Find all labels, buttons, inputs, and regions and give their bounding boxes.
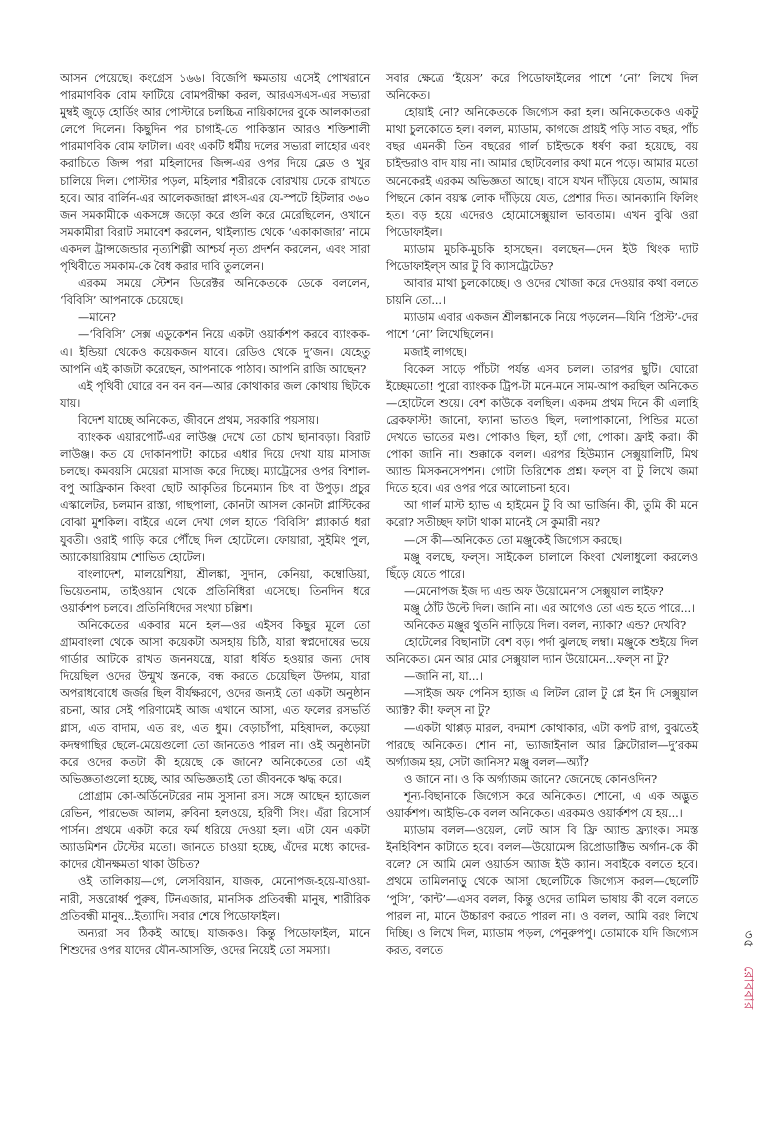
- paragraph: মঞ্জু ঠোঁট উল্টে দিল। জানি না। এর আগেও তো এন্ড হতে পারে...।: [404, 601, 695, 615]
- paragraph: আসন পেয়েছে। কংগ্রেস ১৬৬। বিজেপি ক্ষমতায় এসেই পোখরানে পারমাণবিক বোম ফাটিয়ে বোমপরীক্ষা করল, আরএসএস-এর সভ্যরা মুম্বই জুড়ে হোর্ডিং আর পোস্টারে চলচ্চিত্র নায়িকাদের বুকে আলকাতরা লেপে দিলেন। কিছুদিন পর চাগাই-তে পাকিস্তান আরও শক্তিশালী পারমাণবিক বোম ফাটাল। এবং একটি ধর্মীয় দলের সভ্যরা লাহোর এবং করাচিতে জিন্স পরা মহিলাদের জিন্স-এর ওপর দিয়ে ব্লেড ও খুর চালিয়ে দিল। পোস্টার পড়ল, মহিলার শরীরকে বোরখায় ঢেকে রাখতে হবে। আর বার্লিন-এর আলেকজান্দ্রা প্লাৎস-এর যে-স্পটে হিটলার ৩৬০ জন সমকামীকে একসঙ্গে জড়ো করে গুলি করে মেরেছিলেন, ওখানে সমকামীরা বিরাট সমাবেশ করলেন, থাইল্যান্ড থেকে ‘একাকাজার’ নামে একদল ট্রান্সজেন্ডার নৃত্যশিল্পী আশ্চর্য নৃত্য প্রদর্শন করলেন, এবং সারা পৃথিবীতে সমকাম-কে বৈধ করার দাবি তুললেন।: [60, 72, 370, 274]
- paragraph: প্রোগ্রাম কো-অর্ডিনেটরের নাম সুসানা রস। সঙ্গে আছেন হ্যাজেল রেভিন, পারভেজ আলম, রুবিনা হলওয়ে, হরিণী সিং। এঁরা রিসোর্স পার্সন। প্রথমে একটা করে ফর্ম ধরিয়ে দেওয়া হল। এটা যেন একটা অ্যাডমিশন টেস্টের মতো। জানতে চাওয়া হচ্ছে, এঁদের মধ্যে কাদের-কাদের যৌনক্ষমতা থাকা উচিত?: [60, 789, 370, 872]
- paragraph: ও জানে না। ও কি অর্গ্যাজম জানে? জেনেছে কোনওদিন?: [404, 772, 658, 786]
- paragraph: ম্যাডাম এবার একজন শ্রীলঙ্কানকে নিয়ে পড়লেন—যিনি ‘প্রিস্ট’-দের পাশে ‘নো’ লিখেছিলেন।: [386, 311, 698, 342]
- paragraph: এরকম সময়ে স্টেশন ডিরেক্টর অনিকেতকে ডেকে বললেন, ‘বিবিসি’ আপনাকে চেয়েছে।: [60, 277, 370, 308]
- paragraph: মজাই লাগছে।: [404, 345, 467, 359]
- paragraph: —জানি না, যা...।: [404, 670, 483, 684]
- paragraph: মঞ্জু বলছে, ফল্স। সাইকেল চালালে কিংবা খেলাধুলো করলেও ছিঁড়ে যেতে পারে।: [386, 550, 698, 581]
- paragraph: বাংলাদেশ, মালয়েশিয়া, শ্রীলঙ্কা, সুদান, কেনিয়া, কম্বোডিয়া, ভিয়েতনাম, তাইওয়ান থেকে প্রতিনিধিরা এসেছে। তিনদিন ধরে ওয়ার্কশপ চলবে। প্রতিনিধিদের সংখ্যা চল্লিশ।: [60, 567, 370, 615]
- paragraph: হোয়াই নো? অনিকেতকে জিগ্যেস করা হল। অনিকেতকেও একটু মাথা চুলকোতে হল। বলল, ম্যাডাম, কাগজে প্রায়ই পড়ি সাত বছর, পাঁচ বছর এমনকী তিন বছরের গার্ল চাইল্ডকে ধর্ষণ করা হয়েছে, বয় চাইল্ডরাও বাদ যায় না। আমার ছোটবেলার কথা মনে পড়ে। আমার মতো অনেকেরই এরকম অভিজ্ঞতা আছে। বাসে যখন দাঁড়িয়ে যেতাম, আমার পিছনে কোন বয়স্ক লোক দাঁড়িয়ে যেত, প্রেশার দিত। আনক্যানি ফিলিং হত। বড় হয়ে এদেরও হোমোসেক্সুয়াল ভাবতাম। এখন বুঝি ওরা পিডোফাইল।: [386, 106, 698, 239]
- paragraph: বিকেল সাড়ে পাঁচটা পর্যন্ত এসব চলল। তারপর ছুটি। ঘোরো ইচ্ছেমতো! পুরো ব্যাংকক ট্রিপ-টা মনে-মনে সাম-আপ করছিল অনিকেত—হোটেলে শুয়ে। বেশ কাউকে বলছিল। একদম প্রথম দিনে কী এলাহি ব্রেকফাস্ট! জানো, ফ্যানা ভাতও ছিল, দলাপাকানো, পিন্ডির মতো দেখতে ভাতের মণ্ড। পোকাও ছিল, হ্যাঁ গো, পোকা। ফ্রাই করা। কী পোকা জানি না। শুক্কাকে বলল। এরপর হিউম্যান সেক্সুয়ালিটি, মিথ অ্যান্ড মিসকনসেপশন। গোটা তিরিশেক প্রশ্ন। ফল্স বা টু লিখে জমা দিতে হবে। এর ওপর পরে আলোচনা হবে।: [386, 362, 698, 496]
- paragraph: এই পৃথিবী ঘোরে বন বন বন—আর কোথাকার জল কোথায় ছিটকে যায়।: [60, 379, 370, 410]
- paragraph: অনিকেত মঞ্জুর থুতনি নাড়িয়ে দিল। বলল, ন্যাকা? এন্ড? দেখবি?: [404, 619, 687, 632]
- paragraph: সবার ক্ষেত্রে ‘ইয়েস’ করে পিডোফাইলের পাশে ‘নো’ লিখে দিল অনিকেত।: [386, 72, 698, 103]
- paragraph: —মানে?: [78, 311, 116, 325]
- magazine-name: রোববার: [740, 966, 756, 1010]
- paragraph: শূন্য-বিছানাকে জিগ্যেস করে অনিকেত। শোনো, এ এক অদ্ভুত ওয়ার্কশপ। আইভি-কে বলল অনিকেত। এরকমও ওয়ার্কশপ যে হয়...।: [386, 789, 698, 821]
- paragraph: ম্যাডাম বলল—ওয়েল, লেট আস বি ফ্রি অ্যান্ড ফ্র্যাংক। সমস্ত ইনহিবিশন কাটাতে হবে। বলল—উয়োমেন্স রিপ্রোডাক্টিভ অর্গান-কে কী বলে? সে আমি মেল ওয়ার্ডস অ্যাজ ইউ ক্যান। সবাইকে বলতে হবে। প্রথমে তামিলনাড়ু থেকে আসা ছেলেটিকে জিগ্যেস করল—ছেলেটি ‘পুসি’, ‘কান্ট’—এসব বলল, কিন্তু ওদের তামিল ভাষায় কী বলে বলতে পারল না, মানে উচ্চারণ করতে পারল না। ও বলল, আমি বরং লিখে দিচ্ছি। ও লিখে দিল, ম্যাডাম পড়ল, পেনুরুপপু। তোমাকে যদি জিগ্যেস করত, বলতে: [386, 824, 698, 957]
- article-column-right: [386, 70, 698, 959]
- paragraph: হোটেলের বিছানাটা বেশ বড়। পর্দা ঝুলছে লম্বা। মঞ্জুকে শুইয়ে দিল অনিকেত। মেন আর মোর সেক্সুয়াল দ্যান উয়োমেন...ফল্স না টু?: [386, 636, 698, 667]
- paragraph: অন্যরা সব ঠিকই আছে। যাজকও। কিন্তু পিডোফাইল, মানে শিশুদের ওপর যাদের যৌন-আসক্তি, ওদের নিয়েই তো সমস্যা।: [60, 926, 370, 957]
- paragraph: অনিকেতের একবার মনে হল—ওর এইসব কিছুর মূলে তো গ্রামবাংলা থেকে আসা কয়েকটা অসহায় চিঠি, যারা স্বপ্নদোষের ভয়ে গার্ডার আটকে রাখত জননযন্ত্রে, যারা ধর্ষিত হওয়ার জন্য দোষ দিয়েছিল ওদের উন্মুখ স্তনকে, বন্ধ করতে চেয়েছিল উদ্গম, যারা অপরাধবোধে জর্জর ছিল বীর্যক্ষরণে, ওদের জন্যই তো একটা অনুষ্ঠান রচনা, আর সেই পরিণামেই আজ এখানে আসা, এত ফলের রসভর্তি গ্লাস, এত বাদাম, এত রং, এত ধুম। বেড়াচাঁপা, মহিষাদল, কড়েয়া কদম্বগাছির ছেলে-মেয়েগুলো তো জানতেও পারল না। ওই অনুষ্ঠানটা করে ওদের কতটা কী হয়েছে কে জানে? অনিকেতের তো এই অভিজ্ঞতাগুলো হচ্ছে, আর অভিজ্ঞতাই তো জীবনকে ঋদ্ধ করে।: [60, 619, 370, 786]
- paragraph: ব্যাংকক এয়ারপোর্ট-এর লাউঞ্জ দেখে তো চোখ ছানাবড়া। বিরাট লাউঞ্জ। কত যে দোকানপাট! কাচের এধার দিয়ে দেখা যায় মাসাজ চলছে। কমবয়সি মেয়েরা মাসাজ করে দিচ্ছে। ম্যাট্রেসের ওপর বিশাল-বপু আফ্রিকান কিংবা ছোট আকৃতির চিনেম্যান চিৎ বা উপুড়। প্রচুর এস্কালেটর, চলমান রাস্তা, গাছপালা, কোনটা আসল কোনটা প্লাস্টিকের বোঝা মুশকিল। বাইরে এলে দেখা গেল হাতে ‘বিবিসি’ প্ল্যাকার্ড ধরা যুবতী। ওরাই গাড়ি করে পৌঁছে দিল হোটেলে। ফোয়ারা, সুইমিং পুল, অ্যাকোয়ারিয়াম শোভিত হোটেল।: [60, 430, 370, 564]
- paragraph: —মেনোপজ ইজ দ্য এন্ড অফ উয়োমেন’স সেক্সুয়াল লাইফ?: [404, 584, 664, 598]
- paragraph: —সে কী—অনিকেত তো মঞ্জুকেই জিগ্যেস করছে।: [404, 533, 623, 547]
- paragraph: —‘বিবিসি’ সেক্স এডুকেশন নিয়ে একটা ওয়ার্কশপ করবে ব্যাংকক-এ। ইন্ডিয়া থেকেও কয়েকজন যাবে। রেডিও থেকে দু’জন। যেহেতু আপনি এই কাজটা করেছেন, আপনাকে পাঠাব। আপনি রাজি আছেন?: [60, 328, 370, 376]
- paragraph: —একটা থাপ্পড় মারল, বদমাশ কোথাকার, এটা কপট রাগ, বুঝতেই পারছে অনিকেত। শোন না, ভ্যাজাইনাল আর ক্লিটোরাল—দু’রকম অর্গ্যাজম হয়, সেটা জানিস? মঞ্জু বলল—অ্যাঁ?: [386, 721, 698, 769]
- paragraph: বিদেশ যাচ্ছে অনিকেত, জীবনে প্রথম, সরকারি পয়সায়।: [78, 413, 319, 427]
- paragraph: ম্যাডাম মুচকি-মুচকি হাসছেন। বলছেন—দেন ইউ থিংক দ্যাট পিডোফাইল্স আর টু বি ক্যাসট্রেটেড?: [386, 242, 698, 274]
- paragraph: ওই তালিকায়—গে, লেসবিয়ান, যাজক, মেনোপজ-হয়ে-যাওয়া-নারী, সত্তরোর্ধ্ব পুরুষ, টিনএজার, মানসিক প্রতিবন্ধী মানুষ, শারীরিক প্রতিবন্ধী মানুষ...ইত্যাদি। সবার শেষে পিডোফাইল।: [60, 875, 370, 923]
- article-column-left: [60, 70, 370, 959]
- page-number: ৩৫: [740, 930, 756, 949]
- paragraph: আ গার্ল মাস্ট হ্যাভ এ হাইমেন টু বি আ ভার্জিন। কী, তুমি কী মনে করো? সতীচ্ছদ ফাটা থাকা মানেই সে কুমারী নয়?: [386, 499, 698, 530]
- paragraph: আবার মাথা চুলকোচ্ছে। ও ওদের খোজা করে দেওয়ার কথা বলতে চায়নি তো...।: [386, 277, 698, 308]
- paragraph: —সাইজ অফ পেনিস হ্যাজ এ লিটল রোল টু প্লে ইন দি সেক্সুয়াল অ্যাক্ট? কী! ফল্স না টু?: [386, 687, 698, 718]
- page-footer: [735, 870, 759, 1070]
